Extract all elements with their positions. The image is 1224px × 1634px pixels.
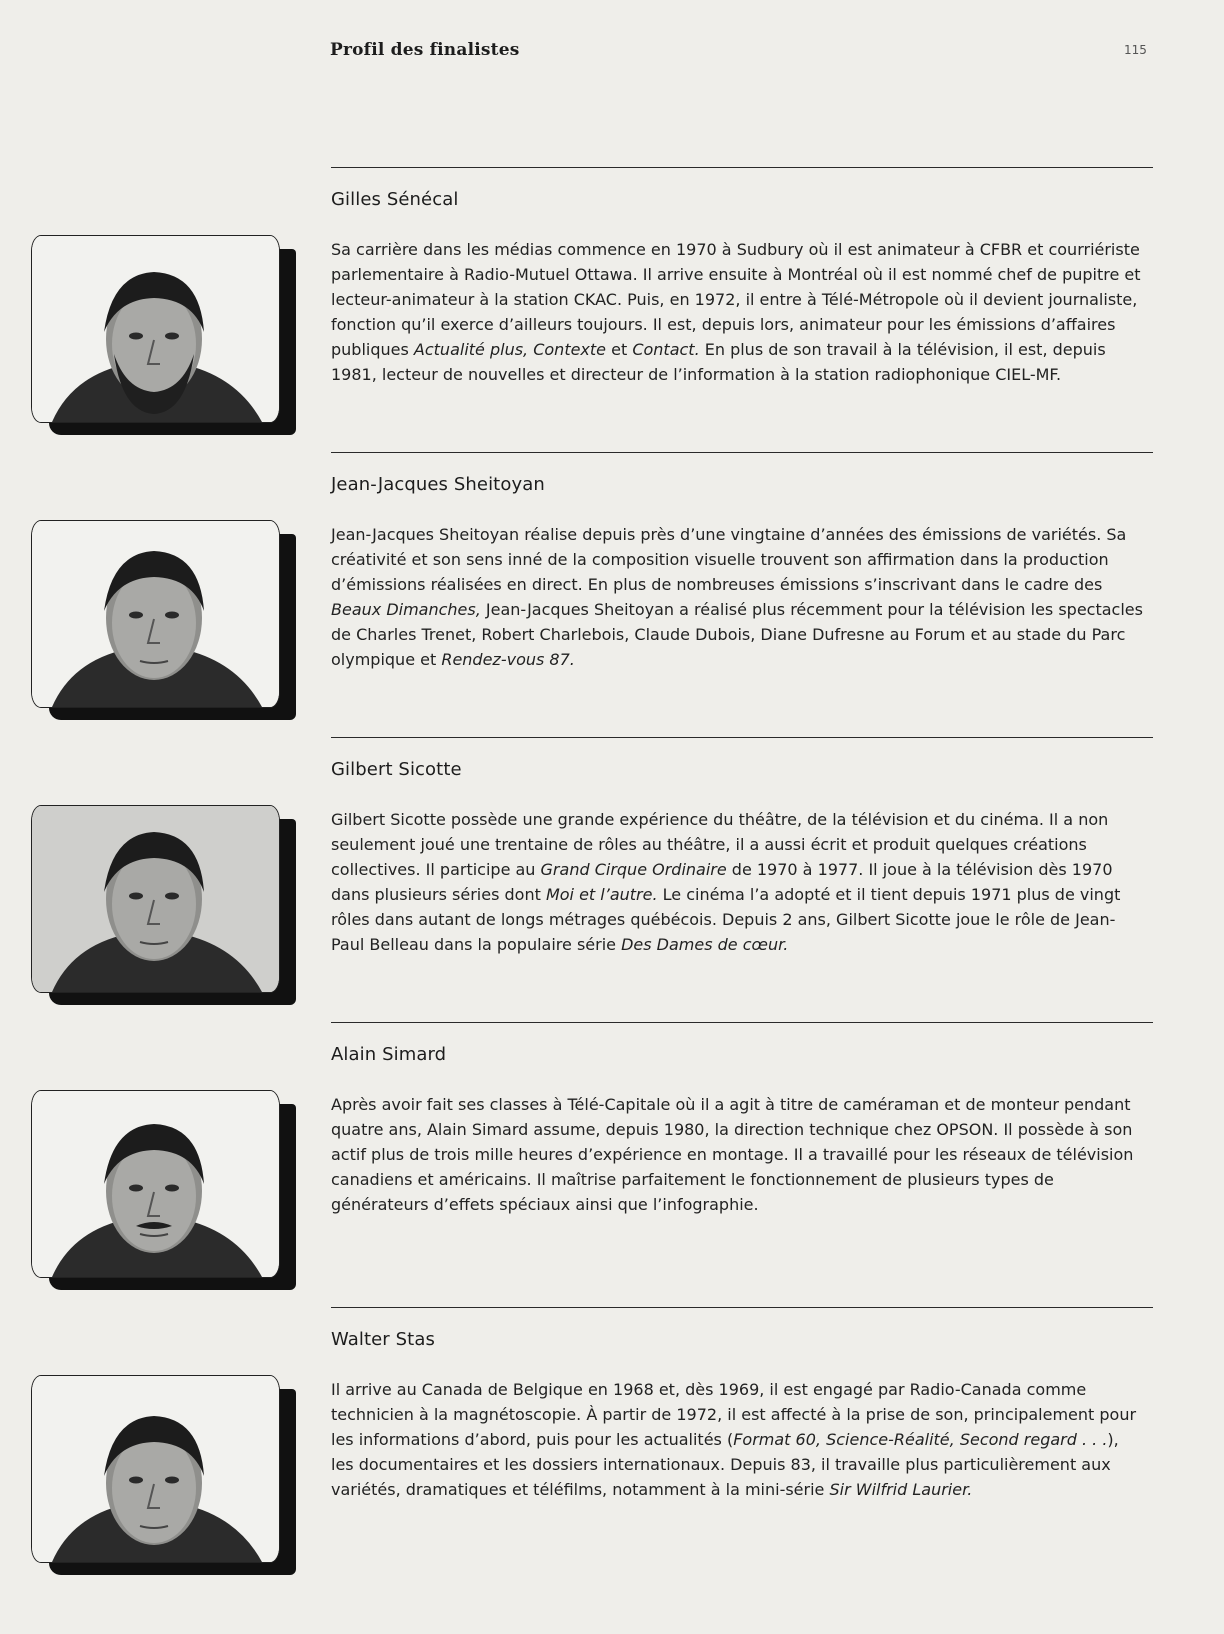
section-divider — [331, 1307, 1153, 1308]
tv-screen — [31, 805, 280, 993]
bio-text: En plus de son travail à la télévision, il est, depuis 1981, lecteur de nouvelles et directeur de l’information à la station radiophonique CIEL-MF. — [331, 340, 1106, 384]
profile-name: Jean-Jacques Sheitoyan — [331, 474, 545, 495]
bio-text: Sa carrière dans les médias commence en 1970 à Sudbury où il est animateur à CFBR et courriériste parlementaire à Radio-Mutuel Ottawa. Il arrive ensuite à Montréal où il est nommé chef de pupitre et lecteur-animateur à la station CKAC. Puis, en 1972, il entre à Télé-Métropole où il devient journaliste, fonction qu’il exerce d’ailleurs toujours. Il est, depuis lors, animateur pour les émissions d’affaires publiques — [331, 240, 1141, 359]
bio-text: Jean-Jacques Sheitoyan a réalisé plus récemment pour la télévision les spectacles de Charles Trenet, Robert Charlebois, Claude Dubois, Diane Dufresne au Forum et au stade du Parc olympique et — [331, 600, 1143, 669]
bio-text: Le cinéma l’a adopté et il tient depuis 1971 plus de vingt rôles dans autant de longs métrages québécois. Depuis 2 ans, Gilbert Sicotte joue le rôle de Jean-Paul Belleau dans la populaire série — [331, 885, 1121, 954]
section-divider — [331, 737, 1153, 738]
bio-title-italic: Rendez-vous 87. — [441, 650, 575, 669]
profile-name: Alain Simard — [331, 1044, 447, 1065]
section-divider — [331, 1022, 1153, 1023]
profile-section — [0, 167, 1224, 452]
section-divider — [331, 167, 1153, 168]
profile-section — [0, 1307, 1224, 1592]
profile-bio — [331, 237, 1143, 387]
profile-name: Gilles Sénécal — [331, 189, 459, 210]
bio-text: et — [606, 340, 633, 359]
bio-text: ), les documentaires et les dossiers internationaux. Depuis 83, il travaille plus particulièrement aux variétés, dramatiques et téléfilms, notamment à la mini-série — [331, 1430, 1119, 1499]
bio-text: Il arrive au Canada de Belgique en 1968 et, dès 1969, il est engagé par Radio-Canada comme technicien à la magnétoscopie. À partir de 1972, il est affecté à la prise de son, principalement pour les informations d’abord, puis pour les actualités ( — [331, 1380, 1137, 1449]
bio-title-italic: Actualité plus, Contexte — [413, 340, 607, 359]
section-divider — [331, 452, 1153, 453]
profile-bio — [331, 522, 1143, 672]
portrait-photo — [31, 520, 296, 720]
bio-text: Après avoir fait ses classes à Télé-Capitale où il a agit à titre de caméraman et de monteur pendant quatre ans, Alain Simard assume, depuis 1980, la direction technique chez OPSON. Il possède à son actif plus de trois mille heures d’expérience en montage. Il a travaillé pour les réseaux de télévision canadiens et américains. Il maîtrise parfaitement le fonctionnement de plusieurs types de générateurs d’effets spéciaux ainsi que l’infographie. — [331, 1095, 1134, 1214]
portrait-photo — [31, 1090, 296, 1290]
tv-screen — [31, 235, 280, 423]
bio-title-italic: Beaux Dimanches, — [331, 600, 481, 619]
profile-name: Gilbert Sicotte — [331, 759, 462, 780]
portrait-photo — [31, 805, 296, 1005]
profile-section — [0, 737, 1224, 1022]
tv-screen — [31, 520, 280, 708]
profile-name: Walter Stas — [331, 1329, 435, 1350]
tv-screen — [31, 1090, 280, 1278]
page-number: 115 — [1124, 43, 1147, 57]
portrait-photo — [31, 235, 296, 435]
profile-section — [0, 452, 1224, 737]
bio-title-italic: Moi et l’autre. — [545, 885, 658, 904]
bio-text: Jean-Jacques Sheitoyan réalise depuis près d’une vingtaine d’années des émissions de variétés. Sa créativité et son sens inné de la composition visuelle trouvent son affirmation dans la production d’émissions réalisées en direct. En plus de nombreuses émissions s’inscrivant dans le cadre des — [331, 525, 1127, 594]
bio-title-italic: Des Dames de cœur. — [621, 935, 789, 954]
bio-title-italic: Sir Wilfrid Laurier. — [829, 1480, 973, 1499]
profile-section — [0, 1022, 1224, 1307]
profile-bio — [331, 807, 1143, 957]
page-title: Profil des finalistes — [330, 40, 520, 60]
portrait-photo — [31, 1375, 296, 1575]
bio-title-italic: Grand Cirque Ordinaire — [540, 860, 727, 879]
bio-title-italic: Format 60, Science-Réalité, Second regard . . . — [733, 1430, 1108, 1449]
tv-screen — [31, 1375, 280, 1563]
bio-text: de 1970 à 1977. Il joue à la télévision dès 1970 dans plusieurs séries dont — [331, 860, 1113, 904]
bio-title-italic: Contact. — [632, 340, 700, 359]
profile-bio — [331, 1092, 1143, 1217]
bio-text: Gilbert Sicotte possède une grande expérience du théâtre, de la télévision et du cinéma. Il a non seulement joué une trentaine de rôles au théâtre, il a aussi écrit et produit quelques créations collectives. Il participe au — [331, 810, 1109, 879]
profile-bio — [331, 1377, 1143, 1502]
